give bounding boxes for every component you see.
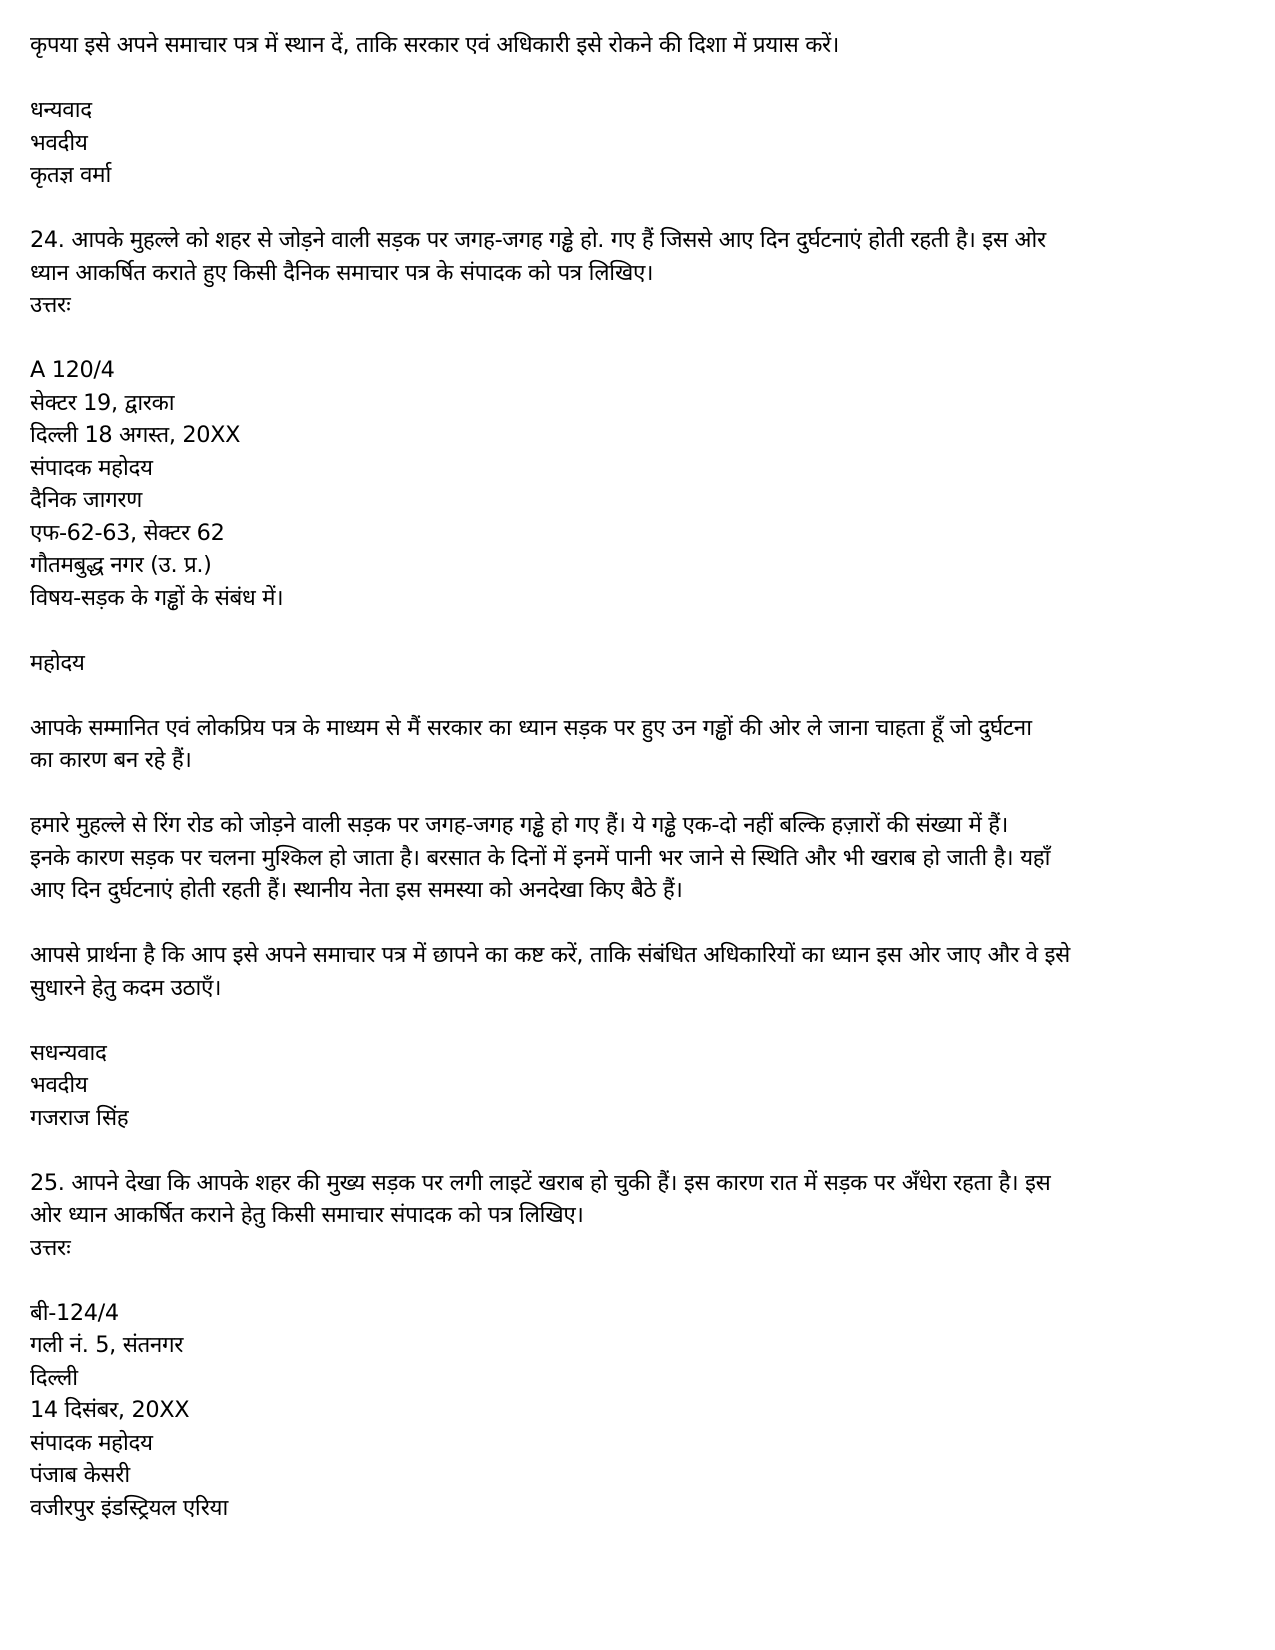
q25-address-line: वजीरपुर इंडस्ट्रियल एरिया [30,1494,228,1521]
q25-address-line: गली नं. 5, संतनगर [30,1332,184,1358]
prev-letter-thanks: धन्यवाद [30,97,92,123]
q25-question-line: ओर ध्यान आकर्षित कराने हेतु किसी समाचार संपादक को पत्र लिखिए। [30,1202,584,1228]
q24-address-line: दिल्ली 18 अगस्त, 20XX [30,422,241,448]
q24-paragraph-1-line: का कारण बन रहे हैं। [30,747,192,773]
q24-subject-line: विषय-सड़क के गड्ढों के संबंध में। [30,584,284,611]
q25-question-line: 25. आपने देखा कि आपके शहर की मुख्य सड़क पर लगी लाइटें खराब हो चुकी हैं। इस कारण रात में सड़क पर अँधेरा रहता है। इस [30,1169,1051,1196]
q24-answer-label: उत्तरः [30,292,71,318]
document-page [30,29,1250,1524]
q24-address-line: संपादक महोदय [30,454,153,481]
prev-letter-yours: भवदीय [30,129,88,156]
q24-address-line: A 120/4 [30,357,115,383]
q24-address-line: गौतमबुद्ध नगर (उ. प्र.) [30,552,212,578]
q24-address-line: सेक्टर 19, द्वारका [30,389,175,416]
q24-thanks: सधन्यवाद [30,1039,107,1066]
q25-address-line: संपादक महोदय [30,1429,153,1456]
q24-question-line: ध्यान आकर्षित कराते हुए किसी दैनिक समाचार पत्र के संपादक को पत्र लिखिए। [30,259,654,286]
q24-paragraph-3-line: सुधारने हेतु कदम उठाएँ। [30,974,222,1001]
q25-address-line: पंजाब केसरी [30,1462,130,1488]
q24-paragraph-2-line: इनके कारण सड़क पर चलना मुश्किल हो जाता है। बरसात के दिनों में इनमें पानी भर जाने से स्थिति और भी खराब हो जाती है। यहाँ [30,844,1051,871]
q25-answer-label: उत्तरः [30,1234,71,1261]
q25-address-line: दिल्ली [30,1364,78,1391]
q24-yours: भवदीय [30,1072,88,1098]
q24-paragraph-2-line: हमारे मुहल्ले से रिंग रोड को जोड़ने वाली सड़क पर जगह-जगह गड्ढे हो गए हैं। ये गड्ढे एक-दो नहीं बल्कि हज़ारों की संख्या में हैं। [30,812,1008,838]
q24-question-line: 24. आपके मुहल्ले को शहर से जोड़ने वाली सड़क पर जगह-जगह गड्ढे हो. गए हैं जिससे आए दिन दुर्घटनाएं होती रहती है। इस ओर [30,227,1046,253]
q24-address-line: एफ-62-63, सेक्टर 62 [30,519,225,546]
prev-letter-closing-paragraph: कृपया इसे अपने समाचार पत्र में स्थान दें, ताकि सरकार एवं अधिकारी इसे रोकने की दिशा में प्रयास करें। [30,32,839,58]
q25-address-line: बी-124/4 [30,1299,119,1326]
q24-paragraph-3-line: आपसे प्रार्थना है कि आप इसे अपने समाचार पत्र में छापने का कष्ट करें, ताकि संबंधित अधिकारियों का ध्यान इस ओर जाए और वे इसे [30,942,1070,968]
q24-paragraph-1-line: आपके सम्मानित एवं लोकप्रिय पत्र के माध्यम से मैं सरकार का ध्यान सड़क पर हुए उन गड्ढों की ओर ले जाना चाहता हूँ जो दुर्घटना [30,714,1032,741]
q24-address-line: दैनिक जागरण [30,487,142,513]
q24-signature: गजराज सिंह [30,1104,129,1131]
q25-address-line: 14 दिसंबर, 20XX [30,1397,190,1423]
q24-paragraph-2-line: आए दिन दुर्घटनाएं होती रहती हैं। स्थानीय नेता इस समस्या को अनदेखा किए बैठे हैं। [30,877,683,903]
prev-letter-signature: कृतज्ञ वर्मा [30,162,111,188]
q24-salutation: महोदय [30,649,85,676]
